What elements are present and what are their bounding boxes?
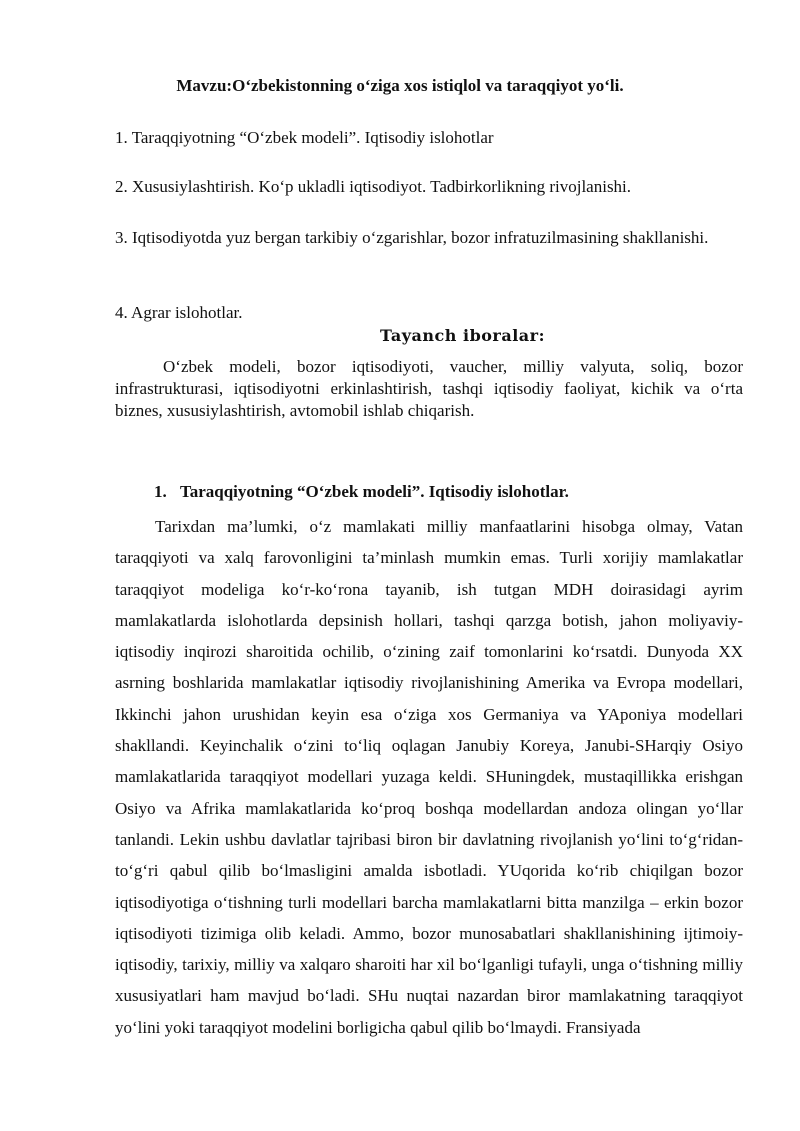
section-number: 1. (154, 482, 167, 501)
keywords-heading: Tayanch iboralar: (380, 326, 545, 345)
document-title: Mavzu:O‘zbekistonning o‘ziga xos istiqlol va taraqqiyot yo‘li. (176, 76, 624, 95)
plan-item-2: 2. Xususiylashtirish. Ko‘p ukladli iqtisodiyot. Tadbirkorlikning rivojlanishi. (115, 177, 632, 196)
plan-item-3: 3. Iqtisodiyotda yuz bergan tarkibiy o‘zgarishlar, bozor infratuzilmasining shakllanishi. (115, 228, 709, 247)
keywords-text: O‘zbek modeli, bozor iqtisodiyoti, vaucher, milliy valyuta, soliq, bozor infrastrukturasi, iqtisodiyotni erkinlashtirish, tashqi iqtisodiy faoliyat, kichik va o‘rta biznes, xususiylashtirish, avtomobil ishlab chiqarish. (115, 357, 743, 420)
plan-item-4: 4. Agrar islohotlar. (115, 303, 243, 322)
body-paragraph: Tarixdan ma’lumki, o‘z mamlakati milliy manfaatlarini hisobga olmay, Vatan taraqqiyoti va xalq farovonligini ta’minlash mumkin emas. Turli xorijiy mamlakatlar taraqqiyot modeliga ko‘r-ko‘rona tayanib, ish tutgan MDH doirasidagi ayrim mamlakatlarda islohotlarda depsinish hollari, tashqi qarzga botish, jahon moliyaviy-iqtisodiy inqirozi sharoitida ochilib, o‘zining zaif tomonlarini ko‘rsatdi. Dunyoda XX asrning boshlarida mamlakatlar iqtisodiy rivojlanishining Amerika va Evropa modellari, Ikkinchi jahon urushidan keyin esa o‘ziga xos Germaniya va YAponiya modellari shakllandi. Keyinchalik o‘zini to‘liq oqlagan Janubiy Koreya, Janubi-SHarqiy Osiyo mamlakatlarida taraqqiyot modellari yuzaga keldi. SHuningdek, mustaqillikka erishgan Osiyo va Afrika mamlakatlarida ko‘proq boshqa modellardan andoza olingan yo‘llar tanlandi. Lekin ushbu davlatlar tajribasi biron bir davlatning rivojlanish yo‘lini to‘g‘ridan-to‘g‘ri qabul qilib bo‘lmasligini amalda isbotladi. YUqorida ko‘rib chiqilgan bozor iqtisodiyotiga o‘tishning turli modellari barcha mamlakatlarni bitta manzilga – erkin bozor iqtisodiyoti tizimiga olib keladi. Ammo, bozor munosabatlari shakllanishining ijtimoiy-iqtisodiy, tarixiy, milliy va xalqaro sharoiti har xil bo‘lganligi tufayli, unga o‘tishning milliy xususiyatlari ham mavjud bo‘ladi. SHu nuqtai nazardan biror mamlakatning taraqqiyot yo‘lini yoki taraqqiyot modelini borligicha qabul qilib bo‘lmaydi. Fransiyada (115, 517, 743, 1037)
section-heading (154, 481, 569, 503)
section-heading-text: Taraqqiyotning “O‘zbek modeli”. Iqtisodiy islohotlar. (179, 482, 569, 501)
plan-item-1: 1. Taraqqiyotning “O‘zbek modeli”. Iqtisodiy islohotlar (115, 128, 494, 147)
